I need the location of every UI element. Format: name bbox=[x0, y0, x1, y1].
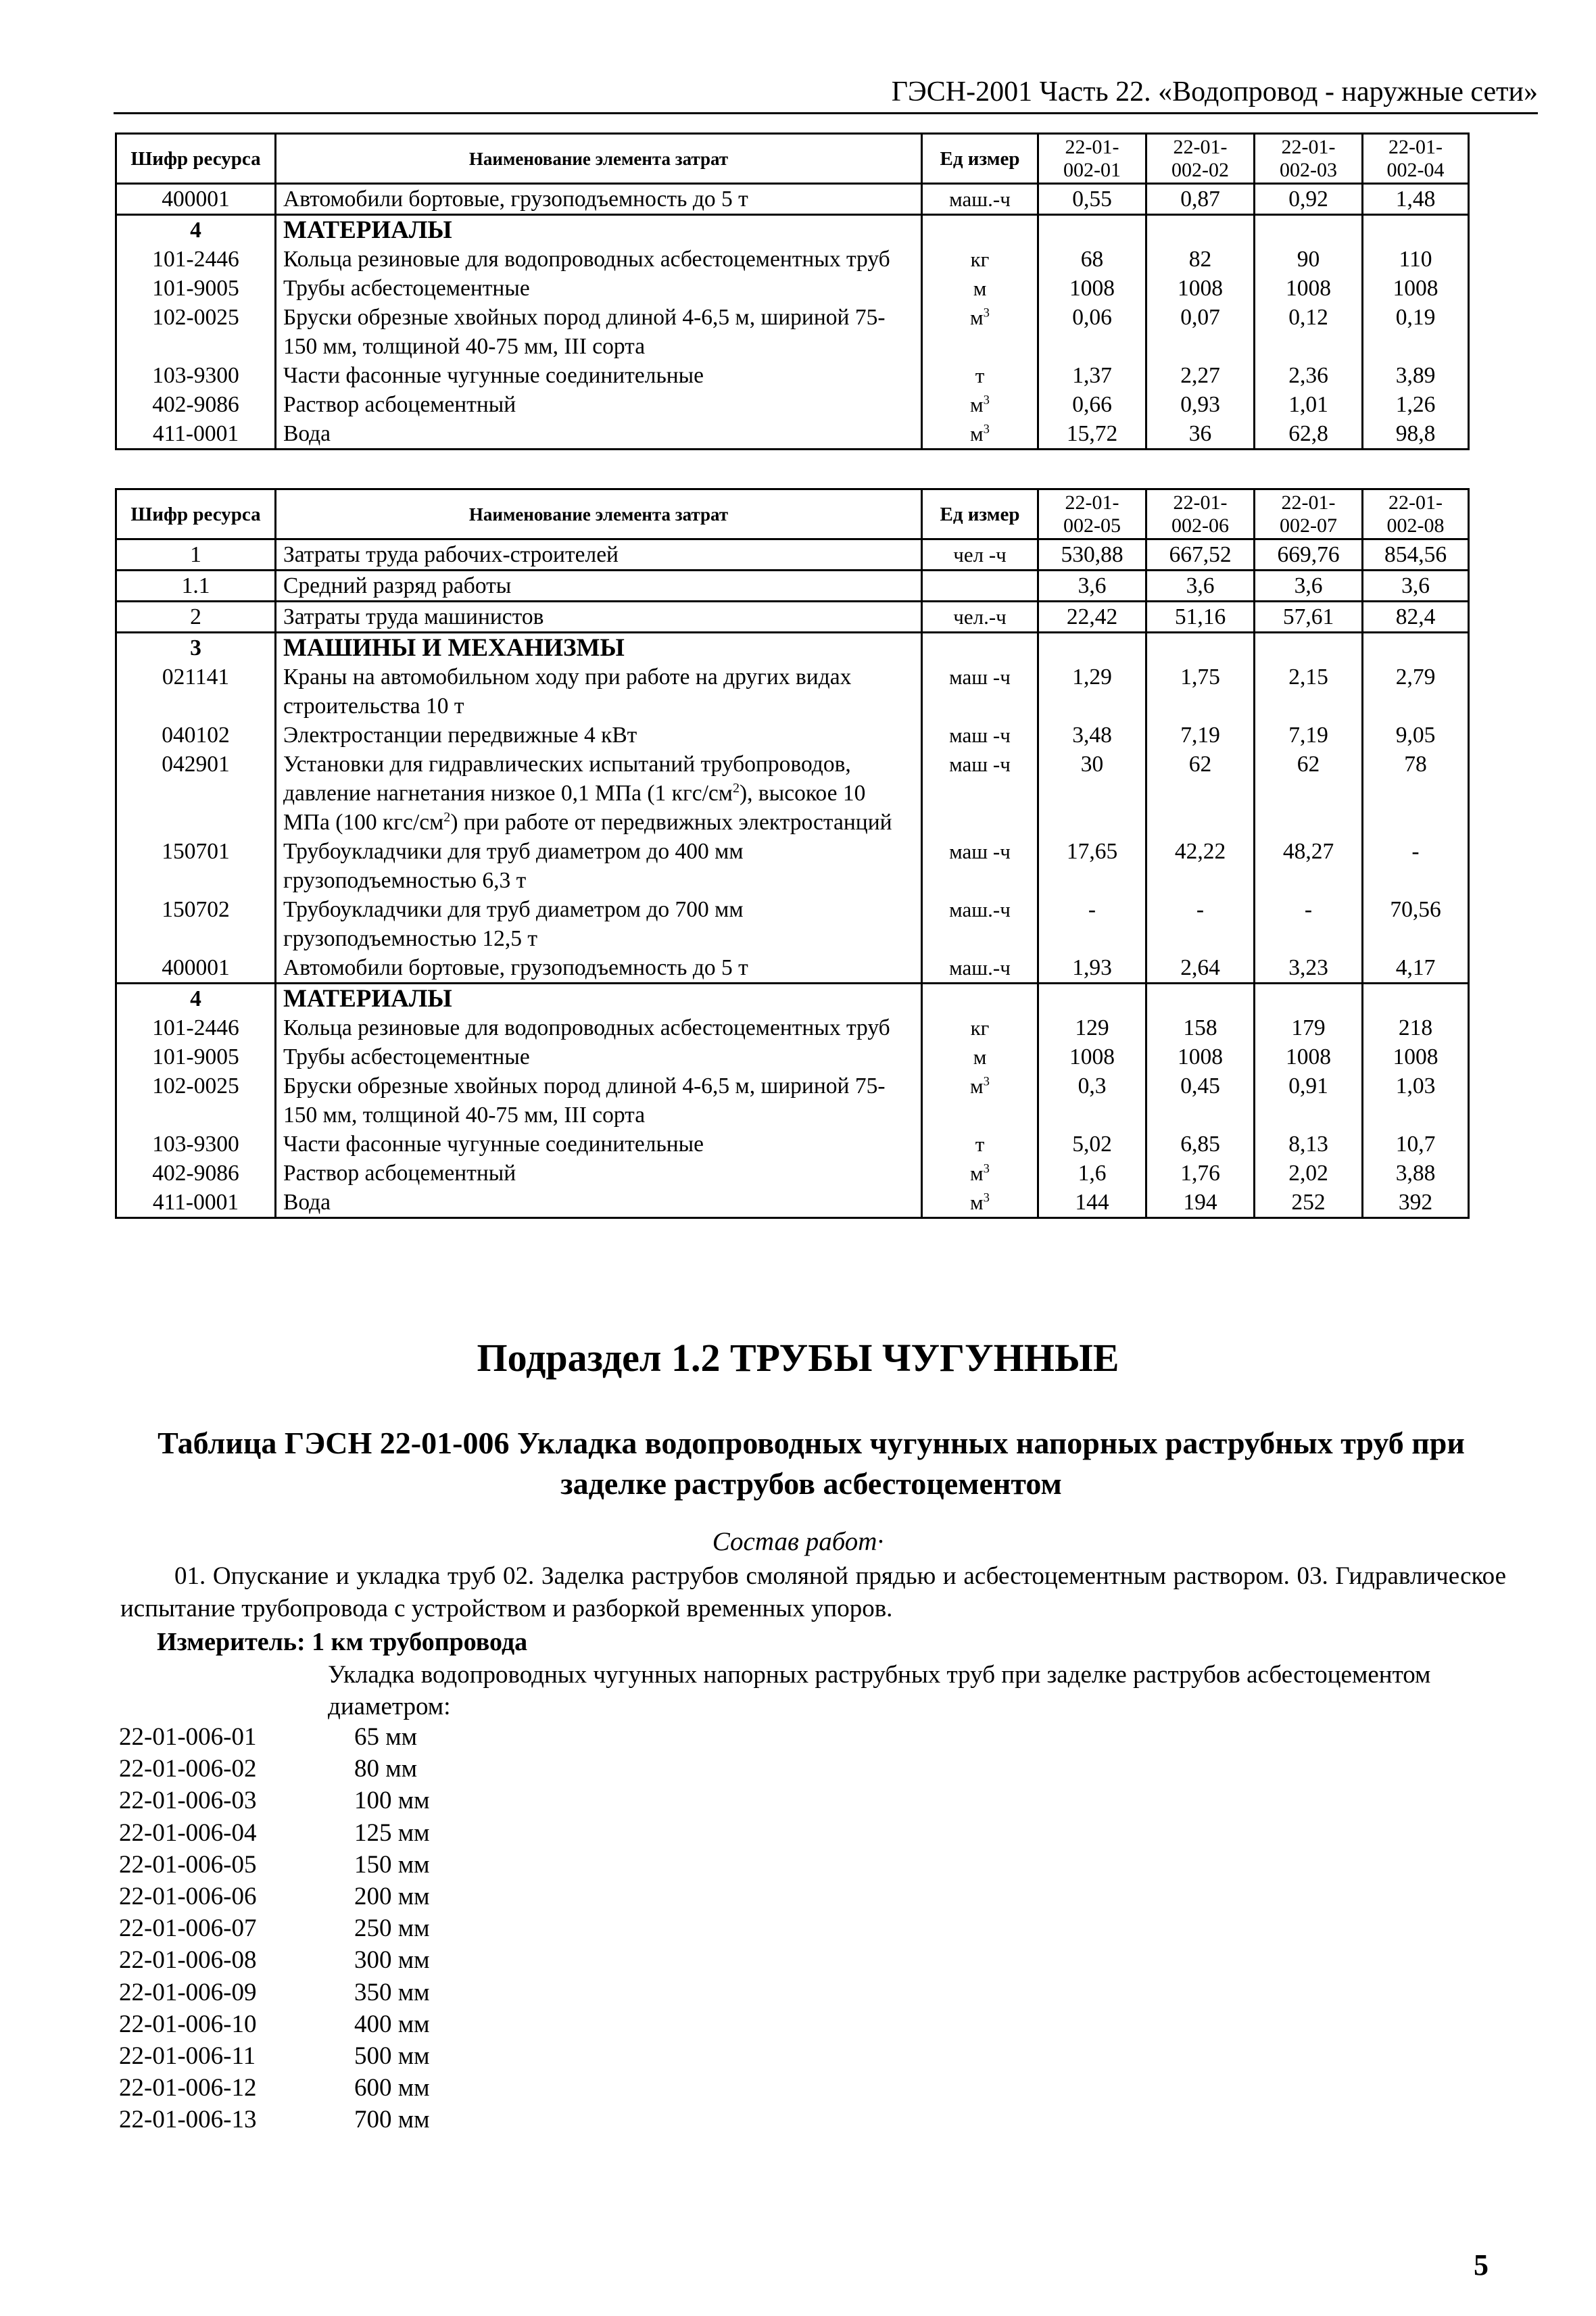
resource-name: Трубоукладчики для труб диаметром до 400 мм грузоподъемностью 6,3 т bbox=[276, 837, 922, 895]
resource-name: Вода bbox=[276, 1188, 922, 1218]
norm-diameter: 80 мм bbox=[354, 1755, 418, 1783]
resource-value: 22,42 bbox=[1038, 602, 1146, 633]
resource-value: 78 bbox=[1363, 750, 1469, 837]
resource-value: 30 bbox=[1038, 750, 1146, 837]
resource-code: 4 bbox=[116, 984, 276, 1014]
resource-value: 1008 bbox=[1363, 1042, 1469, 1071]
resource-code: 150701 bbox=[116, 837, 276, 895]
resource-value: 0,06 bbox=[1038, 303, 1146, 361]
resource-value: - bbox=[1363, 837, 1469, 895]
resource-unit: м bbox=[922, 274, 1038, 303]
resource-value: 3,88 bbox=[1363, 1159, 1469, 1188]
resource-value bbox=[1363, 984, 1469, 1014]
resource-code: 4 bbox=[116, 215, 276, 245]
resource-name: Части фасонные чугунные соединительные bbox=[276, 1130, 922, 1159]
resource-value: 854,56 bbox=[1363, 539, 1469, 571]
header-code: Шифр ресурса bbox=[116, 489, 276, 539]
resource-value: 1,6 bbox=[1038, 1159, 1146, 1188]
norm-diameter: 600 мм bbox=[354, 2074, 430, 2102]
resource-code: 411-0001 bbox=[116, 1188, 276, 1218]
resource-name: Бруски обрезные хвойных пород длиной 4-6,5 м, шириной 75-150 мм, толщиной 40-75 мм, III сорта bbox=[276, 303, 922, 361]
resource-unit: $м^3$ bbox=[922, 419, 1038, 450]
resource-value: 98,8 bbox=[1363, 419, 1469, 450]
resource-code: 101-2446 bbox=[116, 245, 276, 274]
table-row bbox=[116, 750, 1469, 837]
resource-code: 150702 bbox=[116, 895, 276, 953]
table-row bbox=[116, 1188, 1469, 1218]
resource-code: 2 bbox=[116, 602, 276, 633]
resource-value bbox=[1038, 215, 1146, 245]
resource-value: 1,29 bbox=[1038, 662, 1146, 721]
resource-value: 0,92 bbox=[1255, 184, 1363, 215]
resource-value bbox=[1363, 633, 1469, 663]
resource-code: 101-9005 bbox=[116, 274, 276, 303]
resource-value: 1,75 bbox=[1146, 662, 1255, 721]
resource-code: 042901 bbox=[116, 750, 276, 837]
table-row bbox=[116, 184, 1469, 215]
code-list-item bbox=[119, 2008, 430, 2040]
norm-diameter: 65 мм bbox=[354, 1723, 418, 1751]
resource-value bbox=[1255, 215, 1363, 245]
header-unit: Ед измер bbox=[922, 134, 1038, 184]
resource-value: 1008 bbox=[1038, 1042, 1146, 1071]
resource-name: Электростанции передвижные 4 кВт bbox=[276, 721, 922, 750]
code-list-item bbox=[119, 1753, 430, 1785]
table-row bbox=[116, 1071, 1469, 1130]
resource-unit: маш -ч bbox=[922, 662, 1038, 721]
resource-value: 0,12 bbox=[1255, 303, 1363, 361]
resource-value: 179 bbox=[1255, 1013, 1363, 1042]
resource-name: Раствор асбоцементный bbox=[276, 1159, 922, 1188]
resource-value: 62,8 bbox=[1255, 419, 1363, 450]
norm-diameter: 500 мм bbox=[354, 2042, 430, 2071]
resource-value: 3,6 bbox=[1038, 571, 1146, 602]
header-column: 22-01- 002-08 bbox=[1363, 489, 1469, 539]
resource-value: 669,76 bbox=[1255, 539, 1363, 571]
resource-value: 2,02 bbox=[1255, 1159, 1363, 1188]
header-code: Шифр ресурса bbox=[116, 134, 276, 184]
resource-unit: $м^3$ bbox=[922, 303, 1038, 361]
code-list-item bbox=[119, 2040, 430, 2072]
resource-table-2 bbox=[115, 488, 1470, 1219]
resource-value: 3,6 bbox=[1146, 571, 1255, 602]
resource-code: 402-9086 bbox=[116, 1159, 276, 1188]
norm-diameter: 350 мм bbox=[354, 1978, 430, 2006]
header-column: 22-01- 002-02 bbox=[1146, 134, 1255, 184]
code-list-item bbox=[119, 1944, 430, 1976]
resource-value: 8,13 bbox=[1255, 1130, 1363, 1159]
code-list-item bbox=[119, 1849, 430, 1881]
resource-code: 102-0025 bbox=[116, 1071, 276, 1130]
resource-value: 194 bbox=[1146, 1188, 1255, 1218]
norm-code: 22-01-006-11 bbox=[119, 2042, 256, 2071]
resource-name: Затраты труда рабочих-строителей bbox=[276, 539, 922, 571]
resource-code: 1.1 bbox=[116, 571, 276, 602]
resource-value: 0,3 bbox=[1038, 1071, 1146, 1130]
resource-name: МАТЕРИАЛЫ bbox=[276, 215, 922, 245]
resource-unit: маш.-ч bbox=[922, 895, 1038, 953]
resource-value: 129 bbox=[1038, 1013, 1146, 1042]
code-list-item bbox=[119, 1721, 430, 1753]
resource-value bbox=[1146, 633, 1255, 663]
resource-value: 0,93 bbox=[1146, 390, 1255, 419]
norm-diameter: 100 мм bbox=[354, 1787, 430, 1815]
table-row bbox=[116, 1159, 1469, 1188]
resource-value: 2,15 bbox=[1255, 662, 1363, 721]
resource-value: 3,89 bbox=[1363, 361, 1469, 390]
code-list bbox=[119, 1721, 430, 2136]
table-row bbox=[116, 837, 1469, 895]
resource-code: 101-9005 bbox=[116, 1042, 276, 1071]
resource-unit: маш.-ч bbox=[922, 953, 1038, 984]
code-list-item bbox=[119, 1977, 430, 2008]
resource-value: 144 bbox=[1038, 1188, 1146, 1218]
resource-value: 1,93 bbox=[1038, 953, 1146, 984]
resource-value: 110 bbox=[1363, 245, 1469, 274]
norm-code: 22-01-006-03 bbox=[119, 1787, 257, 1815]
header-column: 22-01- 002-01 bbox=[1038, 134, 1146, 184]
code-list-item bbox=[119, 2104, 430, 2136]
composition-label: Состав работ· bbox=[712, 1527, 884, 1556]
resource-value: 3,48 bbox=[1038, 721, 1146, 750]
resource-value: 42,22 bbox=[1146, 837, 1255, 895]
resource-value: 530,88 bbox=[1038, 539, 1146, 571]
table-row bbox=[116, 662, 1469, 721]
table-row bbox=[116, 1042, 1469, 1071]
resource-code: 411-0001 bbox=[116, 419, 276, 450]
resource-unit: кг bbox=[922, 1013, 1038, 1042]
resource-name: Установки для гидравлических испытаний трубопроводов, давление нагнетания низкое 0,1 МПа (1 кгс/$см^2$), высокое 10 МПа (100 кгс/$см^2$) при работе от передвижных электростанций bbox=[276, 750, 922, 837]
table-row bbox=[116, 895, 1469, 953]
norm-code: 22-01-006-13 bbox=[119, 2106, 257, 2134]
resource-unit: кг bbox=[922, 245, 1038, 274]
header-column: 22-01- 002-04 bbox=[1363, 134, 1469, 184]
resource-value bbox=[1255, 633, 1363, 663]
resource-value: 17,65 bbox=[1038, 837, 1146, 895]
resource-unit: маш -ч bbox=[922, 837, 1038, 895]
norm-diameter: 400 мм bbox=[354, 2010, 430, 2038]
resource-value: 667,52 bbox=[1146, 539, 1255, 571]
resource-unit: т bbox=[922, 361, 1038, 390]
resource-value: 82,4 bbox=[1363, 602, 1469, 633]
table-row bbox=[116, 361, 1469, 390]
resource-value: 3,6 bbox=[1255, 571, 1363, 602]
works-composition: 01. Опускание и укладка труб 02. Заделка раструбов смоляной прядью и асбестоцементным раствором. 03. Гидравлическое испытание трубопровода с устройством и разборкой временных упоров. bbox=[120, 1562, 1506, 1622]
resource-value: 392 bbox=[1363, 1188, 1469, 1218]
resource-value bbox=[1255, 984, 1363, 1014]
resource-name: Затраты труда машинистов bbox=[276, 602, 922, 633]
resource-value: 1008 bbox=[1038, 274, 1146, 303]
resource-value: 1,03 bbox=[1363, 1071, 1469, 1130]
table-row bbox=[116, 602, 1469, 633]
code-list-item bbox=[119, 1912, 430, 1944]
resource-value: 7,19 bbox=[1146, 721, 1255, 750]
resource-value bbox=[1038, 633, 1146, 663]
norm-diameter: 300 мм bbox=[354, 1946, 430, 1975]
resource-value: 0,45 bbox=[1146, 1071, 1255, 1130]
resource-unit: т bbox=[922, 1130, 1038, 1159]
resource-value: 36 bbox=[1146, 419, 1255, 450]
resource-code: 400001 bbox=[116, 184, 276, 215]
resource-value: 1,37 bbox=[1038, 361, 1146, 390]
code-list-item bbox=[119, 2072, 430, 2104]
norm-code: 22-01-006-01 bbox=[119, 1723, 257, 1751]
resource-value: 48,27 bbox=[1255, 837, 1363, 895]
resource-value bbox=[1038, 984, 1146, 1014]
resource-unit bbox=[922, 215, 1038, 245]
resource-name: МАТЕРИАЛЫ bbox=[276, 984, 922, 1014]
resource-name: Раствор асбоцементный bbox=[276, 390, 922, 419]
resource-value: 3,6 bbox=[1363, 571, 1469, 602]
resource-value: 6,85 bbox=[1146, 1130, 1255, 1159]
resource-name: Автомобили бортовые, грузоподъемность до 5 т bbox=[276, 953, 922, 984]
resource-name: Бруски обрезные хвойных пород длиной 4-6,5 м, шириной 75-150 мм, толщиной 40-75 мм, III сорта bbox=[276, 1071, 922, 1130]
header-column: 22-01- 002-03 bbox=[1255, 134, 1363, 184]
resource-value: 0,19 bbox=[1363, 303, 1469, 361]
resource-value bbox=[1363, 215, 1469, 245]
resource-name: МАШИНЫ И МЕХАНИЗМЫ bbox=[276, 633, 922, 663]
resource-table-1 bbox=[115, 132, 1470, 450]
subsection-title: Подраздел 1.2 ТРУБЫ ЧУГУННЫЕ bbox=[477, 1336, 1119, 1380]
table-row bbox=[116, 390, 1469, 419]
table-row bbox=[116, 539, 1469, 571]
resource-name: Автомобили бортовые, грузоподъемность до 5 т bbox=[276, 184, 922, 215]
resource-code: 103-9300 bbox=[116, 361, 276, 390]
resource-unit: $м^3$ bbox=[922, 390, 1038, 419]
table-row bbox=[116, 419, 1469, 450]
resource-value: 90 bbox=[1255, 245, 1363, 274]
resource-code: 021141 bbox=[116, 662, 276, 721]
resource-value: 0,91 bbox=[1255, 1071, 1363, 1130]
resource-value: 62 bbox=[1255, 750, 1363, 837]
table-row bbox=[116, 303, 1469, 361]
norm-code: 22-01-006-07 bbox=[119, 1914, 257, 1943]
norm-diameter: 200 мм bbox=[354, 1883, 430, 1911]
resource-value: 1,01 bbox=[1255, 390, 1363, 419]
meter: Измеритель: 1 км трубопровода bbox=[157, 1628, 528, 1656]
resource-value: 82 bbox=[1146, 245, 1255, 274]
resource-value: 15,72 bbox=[1038, 419, 1146, 450]
resource-unit: $м^3$ bbox=[922, 1159, 1038, 1188]
header-column: 22-01- 002-07 bbox=[1255, 489, 1363, 539]
resource-name: Трубоукладчики для труб диаметром до 700 мм грузоподъемностью 12,5 т bbox=[276, 895, 922, 953]
resource-value: 2,79 bbox=[1363, 662, 1469, 721]
resource-value: - bbox=[1146, 895, 1255, 953]
resource-unit: маш -ч bbox=[922, 721, 1038, 750]
page-number: 5 bbox=[1474, 2248, 1489, 2282]
norm-code: 22-01-006-12 bbox=[119, 2074, 257, 2102]
resource-code: 1 bbox=[116, 539, 276, 571]
table-row bbox=[116, 721, 1469, 750]
resource-value: 2,64 bbox=[1146, 953, 1255, 984]
resource-unit bbox=[922, 571, 1038, 602]
resource-unit: маш -ч bbox=[922, 750, 1038, 837]
norm-code: 22-01-006-05 bbox=[119, 1850, 257, 1879]
codes-description: Укладка водопроводных чугунных напорных раструбных труб при заделке раструбов асбестоцементом диаметром: bbox=[328, 1661, 1431, 1720]
table-row bbox=[116, 1130, 1469, 1159]
resource-unit: чел.-ч bbox=[922, 602, 1038, 633]
resource-value: 1008 bbox=[1255, 274, 1363, 303]
resource-code: 3 bbox=[116, 633, 276, 663]
table-row bbox=[116, 953, 1469, 984]
resource-name: Трубы асбестоцементные bbox=[276, 1042, 922, 1071]
table-row bbox=[116, 1013, 1469, 1042]
norm-diameter: 125 мм bbox=[354, 1818, 430, 1847]
resource-value: 1,26 bbox=[1363, 390, 1469, 419]
table-row bbox=[116, 215, 1469, 245]
header-name: Наименование элемента затрат bbox=[276, 134, 922, 184]
code-list-item bbox=[119, 1817, 430, 1849]
resource-value: - bbox=[1038, 895, 1146, 953]
header-column: 22-01- 002-06 bbox=[1146, 489, 1255, 539]
resource-value: 1,76 bbox=[1146, 1159, 1255, 1188]
resource-name: Средний разряд работы bbox=[276, 571, 922, 602]
table-row bbox=[116, 984, 1469, 1014]
header-name: Наименование элемента затрат bbox=[276, 489, 922, 539]
header-column: 22-01- 002-05 bbox=[1038, 489, 1146, 539]
norm-code: 22-01-006-10 bbox=[119, 2010, 257, 2038]
resource-value: 2,27 bbox=[1146, 361, 1255, 390]
resource-unit bbox=[922, 984, 1038, 1014]
resource-unit: чел -ч bbox=[922, 539, 1038, 571]
resource-name: Части фасонные чугунные соединительные bbox=[276, 361, 922, 390]
code-list-item bbox=[119, 1881, 430, 1912]
resource-unit: м bbox=[922, 1042, 1038, 1071]
resource-code: 400001 bbox=[116, 953, 276, 984]
norm-code: 22-01-006-09 bbox=[119, 1978, 257, 2006]
resource-value: 5,02 bbox=[1038, 1130, 1146, 1159]
resource-value: 62 bbox=[1146, 750, 1255, 837]
resource-value: 70,56 bbox=[1363, 895, 1469, 953]
resource-unit: $м^3$ bbox=[922, 1071, 1038, 1130]
resource-name: Трубы асбестоцементные bbox=[276, 274, 922, 303]
resource-code: 101-2446 bbox=[116, 1013, 276, 1042]
resource-value: 51,16 bbox=[1146, 602, 1255, 633]
norm-diameter: 700 мм bbox=[354, 2106, 430, 2134]
norm-code: 22-01-006-08 bbox=[119, 1946, 257, 1975]
norm-diameter: 150 мм bbox=[354, 1850, 430, 1879]
resource-value: 0,55 bbox=[1038, 184, 1146, 215]
resource-value: 0,87 bbox=[1146, 184, 1255, 215]
resource-value: 9,05 bbox=[1363, 721, 1469, 750]
resource-value: 1,48 bbox=[1363, 184, 1469, 215]
resource-name: Вода bbox=[276, 419, 922, 450]
resource-name: Кольца резиновые для водопроводных асбестоцементных труб bbox=[276, 245, 922, 274]
resource-name: Кольца резиновые для водопроводных асбестоцементных труб bbox=[276, 1013, 922, 1042]
resource-value: 1008 bbox=[1363, 274, 1469, 303]
table-row bbox=[116, 571, 1469, 602]
resource-value: 7,19 bbox=[1255, 721, 1363, 750]
resource-value: 252 bbox=[1255, 1188, 1363, 1218]
resource-value: 57,61 bbox=[1255, 602, 1363, 633]
resource-code: 102-0025 bbox=[116, 303, 276, 361]
resource-value bbox=[1146, 215, 1255, 245]
table-row bbox=[116, 274, 1469, 303]
norm-diameter: 250 мм bbox=[354, 1914, 430, 1943]
table-row bbox=[116, 245, 1469, 274]
resource-value: 2,36 bbox=[1255, 361, 1363, 390]
resource-value: 0,07 bbox=[1146, 303, 1255, 361]
resource-value: 1008 bbox=[1146, 274, 1255, 303]
resource-code: 040102 bbox=[116, 721, 276, 750]
resource-value: 3,23 bbox=[1255, 953, 1363, 984]
resource-value: 218 bbox=[1363, 1013, 1469, 1042]
resource-unit: маш.-ч bbox=[922, 184, 1038, 215]
norm-code: 22-01-006-04 bbox=[119, 1818, 257, 1847]
resource-value: 158 bbox=[1146, 1013, 1255, 1042]
resource-unit: $м^3$ bbox=[922, 1188, 1038, 1218]
resource-code: 103-9300 bbox=[116, 1130, 276, 1159]
norm-code: 22-01-006-02 bbox=[119, 1755, 257, 1783]
norm-code: 22-01-006-06 bbox=[119, 1883, 257, 1911]
resource-value: 68 bbox=[1038, 245, 1146, 274]
resource-value bbox=[1146, 984, 1255, 1014]
resource-value: 1008 bbox=[1146, 1042, 1255, 1071]
resource-value: - bbox=[1255, 895, 1363, 953]
resource-value: 10,7 bbox=[1363, 1130, 1469, 1159]
resource-value: 0,66 bbox=[1038, 390, 1146, 419]
resource-value: 4,17 bbox=[1363, 953, 1469, 984]
resource-value: 1008 bbox=[1255, 1042, 1363, 1071]
resource-code: 402-9086 bbox=[116, 390, 276, 419]
running-header: ГЭСН-2001 Часть 22. «Водопровод - наружные сети» bbox=[114, 76, 1538, 114]
table-title: Таблица ГЭСН 22-01-006 Укладка водопроводных чугунных напорных раструбных труб при заделке раструбов асбестоцементом bbox=[158, 1426, 1465, 1501]
code-list-item bbox=[119, 1785, 430, 1816]
resource-unit bbox=[922, 633, 1038, 663]
table-row bbox=[116, 633, 1469, 663]
resource-name: Краны на автомобильном ходу при работе на других видах строительства 10 т bbox=[276, 662, 922, 721]
header-unit: Ед измер bbox=[922, 489, 1038, 539]
